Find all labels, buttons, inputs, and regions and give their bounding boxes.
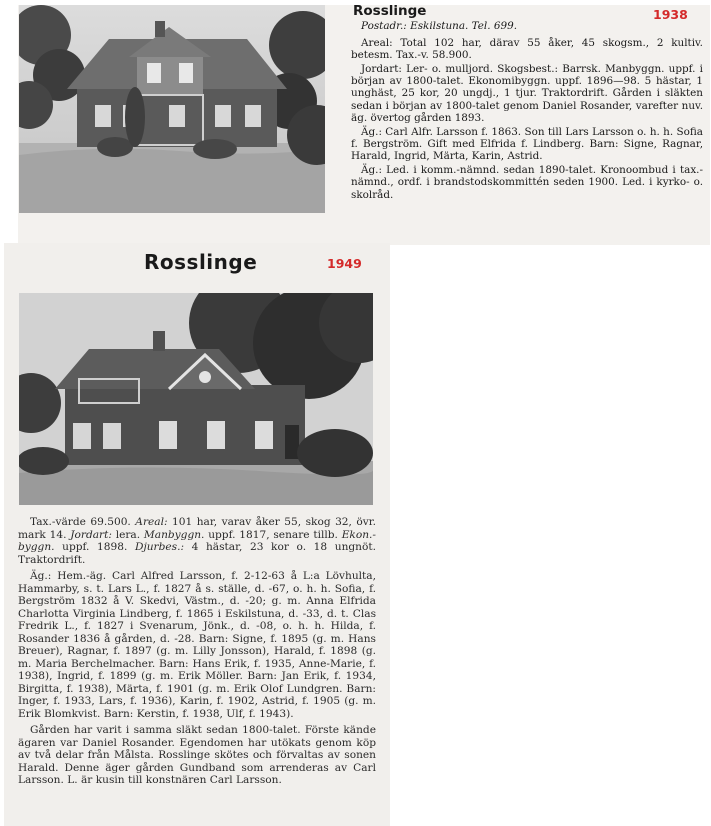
paragraph-facts-1949 [18,516,376,566]
farmhouse-photo-1949 [19,293,373,505]
entry-text-1949 [18,516,376,791]
value-ekonbyggn-1949: uppf. 1898. [54,541,128,553]
paragraph-owner-1938: Äg.: Carl Alfr. Larsson f. 1863. Son till Lars Larsson o. h. h. Sofia f. Bergström. Gift med Elfrida f. Lindberg. Barn: Signe, Ragnar, Harald, Ingrid, Märta, Karin, Astrid. [351,125,703,163]
paragraph-areal-1938: Areal: Total 102 har, därav 55 åker, 45 skogsm., 2 kultiv. betesm. Tax.-v. 58.900. [351,36,703,62]
value-djurbes-1949: 4 hästar, 23 kor o. 18 ungnöt. Traktordrift. [18,541,376,566]
estate-title-1949: Rosslinge [144,250,258,274]
value-areal-1949: 101 har, varav åker 55, skog 32, övr. mark 14. [18,516,377,541]
year-label-1938: 1938 [653,7,688,22]
value-jordart-1949: lera. [111,528,141,541]
year-label-1949: 1949 [327,256,362,271]
paragraph-history-1949: Gården har varit i samma släkt sedan 1800-talet. Förste kände ägaren var Daniel Rosander. Egendomen har utökats genom köp av två delar från Målsta. Rosslinge skötes och förvaltas av sonen Harald. Denne äger gården Gundband som arrenderas av Carl Larsson. L. är kusin till konstnären Carl Larsson. [18,724,376,786]
clipping-1938 [18,5,710,245]
label-manbyggn-1949: Manbyggn. [143,528,205,541]
paragraph-owner-1949: Äg.: Hem.-äg. Carl Alfred Larsson, f. 2-12-63 å L:a Lövhulta, Hammarby, s. t. Lars L., f. 1827 å s. ställe, d. -67, o. h. h. Sofia, f. Bergström 1832 å V. Skedvi, Västm., d. -20; g. m. Anna Elfrida Charlotta Virginia Lindberg, f. 1865 i Eskilstuna, d. -33, d. t. Clas Fredrik L., f. 1827 i Svenarum, Jönk., d. -08, o. h. h. Hilda, f. Rosander 1836 å gården, d. -28. Barn: Signe, f. 1895 (g. m. Hans Breuer), Ragnar, f. 1897 (g. m. Lilly Jonsson), Harald, f. 1898 (g. m. Maria Berchelmacher. Barn: Hans Erik, f. 1935, Anne-Marie, f. 1938), Ingrid, f. 1899 (g. m. Erik Möller. Barn: Jan Erik, f. 1934, Birgitta, f. 1938), Märta, f. 1901 (g. m. Erik Olof Lundgren. Barn: Inger, f. 1933, Lars, f. 1936), Karin, f. 1902, Astrid, f. 1905 (g. m. Erik Blomkvist. Barn: Kerstin, f. 1938, Ulf, f. 1943). [18,570,376,720]
label-jordart-1949: Jordart: [70,528,112,541]
entry-text-1938 [351,5,703,202]
estate-title-1938: Rosslinge [353,3,427,19]
paragraph-offices-1938: Äg.: Led. i komm.-nämnd. sedan 1890-talet. Kronoombud i tax.-nämnd., ordf. i brandstodskommittén seden 1900. Led. i kyrko- o. skolråd. [351,163,703,201]
label-ekonbyggn-1949: Ekon.-byggn. [18,528,376,553]
farmhouse-photo-1938 [19,5,325,213]
clipping-1949 [4,243,390,826]
value-manbyggn-1949: uppf. 1817, senare tillb. [204,528,338,541]
farmhouse-photo-1949-drawing [19,293,373,505]
label-areal-1949: Areal: [135,516,168,528]
tax-value-1949: Tax.-värde 69.500. [30,516,131,528]
label-djurbes-1949: Djurbes.: [134,541,185,553]
paragraph-jordart-1938: Jordart: Ler- o. mulljord. Skogsbest.: Barrsk. Manbyggn. uppf. i början av 1800-talet. Ekonomibyggn. uppf. 1896—98. 5 hästar, 1 unghäst, 25 kor, 20 ungdj., 1 tjur. Traktordrift. Gården i släkten sedan i början av 1800-talet genom Daniel Rosander, varefter nuv. äg. övertog gården 1893. [351,62,703,125]
farmhouse-photo-1938-drawing [19,5,325,213]
postal-address-1938: Postadr.: Eskilstuna. Tel. 699. [361,20,517,33]
